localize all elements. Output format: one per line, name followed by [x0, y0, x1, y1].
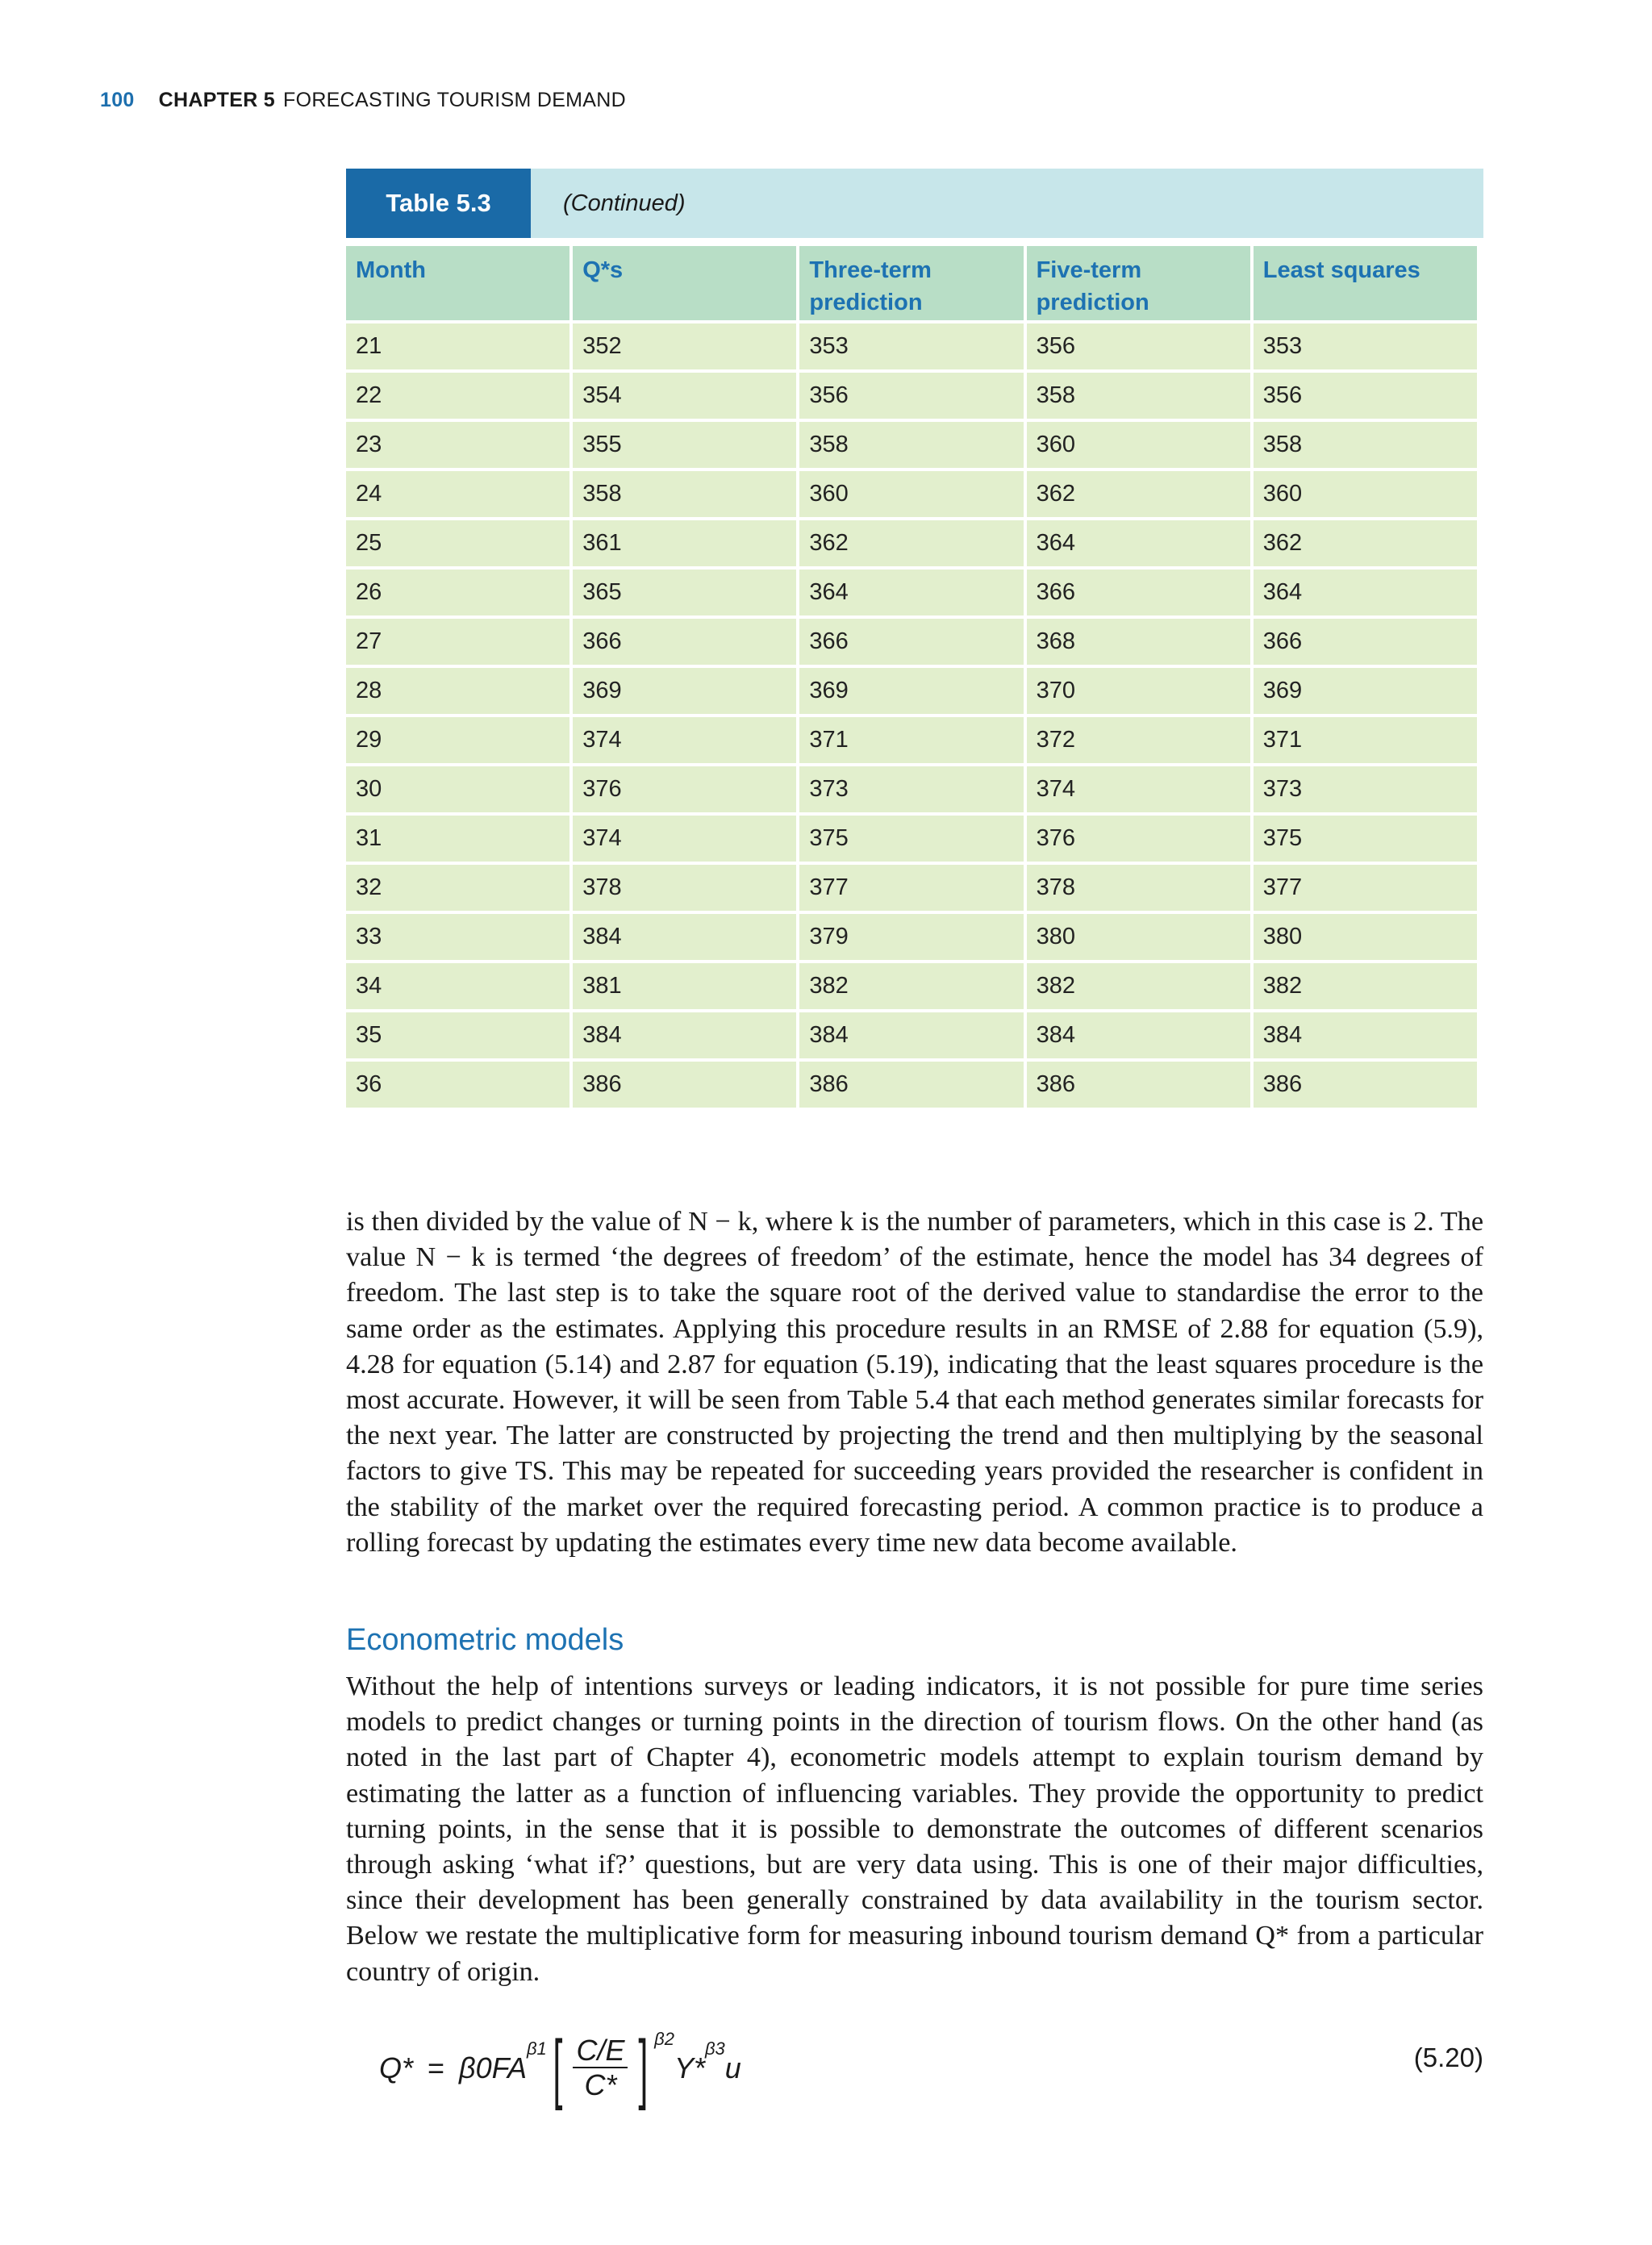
- table-cell: 32: [346, 865, 569, 911]
- table-cell: 372: [1027, 717, 1250, 763]
- table-cell: 358: [1254, 422, 1477, 468]
- table-row: [346, 619, 1477, 665]
- table-row: [346, 373, 1477, 419]
- header-three-term: Three-term prediction: [799, 246, 1023, 320]
- table-cell: 360: [799, 471, 1023, 517]
- eq-beta3: β3: [704, 2038, 725, 2059]
- table-cell: 356: [1027, 323, 1250, 369]
- table-cell: 369: [799, 668, 1023, 714]
- table-cell: 26: [346, 570, 569, 615]
- table-cell: 24: [346, 471, 569, 517]
- table-cell: 356: [1254, 373, 1477, 419]
- table-cell: 382: [1027, 963, 1250, 1009]
- table-cell: 369: [1254, 668, 1477, 714]
- table-cell: 386: [573, 1062, 796, 1108]
- table-cell: 379: [799, 914, 1023, 960]
- eq-beta1: β1: [526, 2038, 547, 2059]
- table-cell: 377: [1254, 865, 1477, 911]
- table-cell: 371: [799, 717, 1023, 763]
- table-label: Table 5.3: [346, 169, 531, 238]
- table-cell: 356: [799, 373, 1023, 419]
- table-cell: 382: [799, 963, 1023, 1009]
- table-cell: 352: [573, 323, 796, 369]
- table-cell: 380: [1254, 914, 1477, 960]
- table-cell: 384: [573, 1012, 796, 1058]
- table-cell: 361: [573, 520, 796, 566]
- table-row: [346, 766, 1477, 812]
- table-cell: 31: [346, 816, 569, 862]
- table-cell: 362: [1254, 520, 1477, 566]
- table-cell: 374: [573, 816, 796, 862]
- eq-beta0-term: β0FA: [459, 2051, 527, 2084]
- table-cell: 366: [573, 619, 796, 665]
- data-table: [343, 243, 1480, 1111]
- table-cell: 35: [346, 1012, 569, 1058]
- table-cell: 376: [1027, 816, 1250, 862]
- table-cell: 365: [573, 570, 796, 615]
- table-continued-note: (Continued): [563, 190, 686, 216]
- table-cell: 366: [799, 619, 1023, 665]
- eq-u: u: [724, 2051, 741, 2084]
- eq-denominator: C*: [584, 2068, 617, 2101]
- header-least-squares: Least squares: [1254, 246, 1477, 320]
- eq-right-bracket: ]: [638, 2025, 649, 2111]
- table-cell: 364: [799, 570, 1023, 615]
- header-qs: Q*s: [573, 246, 796, 320]
- table-cell: 360: [1254, 471, 1477, 517]
- table-cell: 374: [573, 717, 796, 763]
- equation-5-20: [379, 2017, 1483, 2111]
- table-cell: 368: [1027, 619, 1250, 665]
- table-cell: 366: [1254, 619, 1477, 665]
- table-row: [346, 570, 1477, 615]
- table-header-row: [346, 246, 1477, 320]
- table-row: [346, 816, 1477, 862]
- eq-beta2: β2: [654, 2029, 674, 2049]
- table-cell: 378: [573, 865, 796, 911]
- table-cell: 378: [1027, 865, 1250, 911]
- table-cell: 386: [799, 1062, 1023, 1108]
- table-cell: 375: [799, 816, 1023, 862]
- running-head: [100, 89, 626, 112]
- table-cell: 369: [573, 668, 796, 714]
- table-row: [346, 865, 1477, 911]
- table-cell: 28: [346, 668, 569, 714]
- table-cell: 384: [799, 1012, 1023, 1058]
- eq-fraction: [573, 2034, 628, 2102]
- table-cell: 358: [799, 422, 1023, 468]
- table-row: [346, 323, 1477, 369]
- eq-left-bracket: [: [553, 2025, 563, 2111]
- table-cell: 364: [1254, 570, 1477, 615]
- table-cell: 362: [1027, 471, 1250, 517]
- table-cell: 358: [1027, 373, 1250, 419]
- table-cell: 360: [1027, 422, 1250, 468]
- table-cell: 384: [573, 914, 796, 960]
- table-row: [346, 717, 1477, 763]
- table-cell: 36: [346, 1062, 569, 1108]
- chapter-label: CHAPTER 5: [158, 89, 276, 111]
- table-row: [346, 914, 1477, 960]
- table-cell: 22: [346, 373, 569, 419]
- table-cell: 370: [1027, 668, 1250, 714]
- table-cell: 353: [799, 323, 1023, 369]
- table-cell: 21: [346, 323, 569, 369]
- eq-y-term: Y*: [674, 2051, 705, 2084]
- section-heading: Econometric models: [346, 1623, 624, 1657]
- table-row: [346, 422, 1477, 468]
- table-cell: 371: [1254, 717, 1477, 763]
- table-row: [346, 1062, 1477, 1108]
- body-paragraph-2: Without the help of intentions surveys or leading indicators, it is not possible for pure time series models to predict changes or turning points in the direction of tourism flows. On the other hand (as noted in the last part of Chapter 4), econometric models attempt to explain tourism demand by estimating the latter as a function of influencing variables. They provide the opportunity to predict turning points, in the sense that it is possible to demonstrate the outcomes of different scenarios through asking ‘what if?’ questions, but are very data using. This is one of their major difficulties, since their development has been generally constrained by data availability in the tourism sector. Below we restate the multiplicative form for measuring inbound tourism demand Q* from a particular country of origin.: [346, 1671, 1483, 1987]
- table-cell: 29: [346, 717, 569, 763]
- eq-numerator: C/E: [573, 2034, 628, 2068]
- eq-equals: =: [428, 2051, 445, 2084]
- table-row: [346, 963, 1477, 1009]
- table-title-bar: [346, 169, 1483, 238]
- table-cell: 353: [1254, 323, 1477, 369]
- table-row: [346, 668, 1477, 714]
- table-cell: 381: [573, 963, 796, 1009]
- table-cell: 354: [573, 373, 796, 419]
- table-cell: 34: [346, 963, 569, 1009]
- table-cell: 376: [573, 766, 796, 812]
- table-cell: 374: [1027, 766, 1250, 812]
- table-cell: 382: [1254, 963, 1477, 1009]
- table-cell: 373: [1254, 766, 1477, 812]
- table-cell: 375: [1254, 816, 1477, 862]
- eq-lhs: Q*: [379, 2051, 414, 2084]
- table-cell: 358: [573, 471, 796, 517]
- equation-number: (5.20): [1413, 2043, 1483, 2072]
- table-cell: 373: [799, 766, 1023, 812]
- table-cell: 30: [346, 766, 569, 812]
- table-cell: 25: [346, 520, 569, 566]
- table-cell: 386: [1027, 1062, 1250, 1108]
- page-number: 100: [100, 89, 135, 111]
- header-month: Month: [346, 246, 569, 320]
- equation-expression: [379, 2025, 741, 2111]
- table-cell: 380: [1027, 914, 1250, 960]
- table-cell: 362: [799, 520, 1023, 566]
- table-cell: 386: [1254, 1062, 1477, 1108]
- table-cell: 23: [346, 422, 569, 468]
- table-cell: 33: [346, 914, 569, 960]
- table-row: [346, 520, 1477, 566]
- table-cell: 384: [1254, 1012, 1477, 1058]
- table-row: [346, 471, 1477, 517]
- table-cell: 27: [346, 619, 569, 665]
- table-cell: 366: [1027, 570, 1250, 615]
- table-cell: 384: [1027, 1012, 1250, 1058]
- table-cell: 364: [1027, 520, 1250, 566]
- chapter-title: FORECASTING TOURISM DEMAND: [283, 89, 626, 111]
- header-five-term: Five-term prediction: [1027, 246, 1250, 320]
- table-cell: 355: [573, 422, 796, 468]
- table-row: [346, 1012, 1477, 1058]
- body-paragraph-1: is then divided by the value of N − k, where k is the number of parameters, which in this case is 2. The value N − k is termed ‘the degrees of freedom’ of the estimate, hence the model has 34 degrees of freedom. The last step is to take the square root of the derived value to standardise the error to the same order as the estimates. Applying this procedure results in an RMSE of 2.88 for equation (5.9), 4.28 for equation (5.14) and 2.87 for equation (5.19), indicating that the least squares procedure is the most accurate. However, it will be seen from Table 5.4 that each method generates similar forecasts for the next year. The latter are constructed by projecting the trend and then multiplying by the seasonal factors to give TS. This may be repeated for succeeding years provided the researcher is confident in the stability of the market over the required forecasting period. A common practice is to produce a rolling forecast by updating the estimates every time new data become available.: [346, 1207, 1483, 1558]
- table-cell: 377: [799, 865, 1023, 911]
